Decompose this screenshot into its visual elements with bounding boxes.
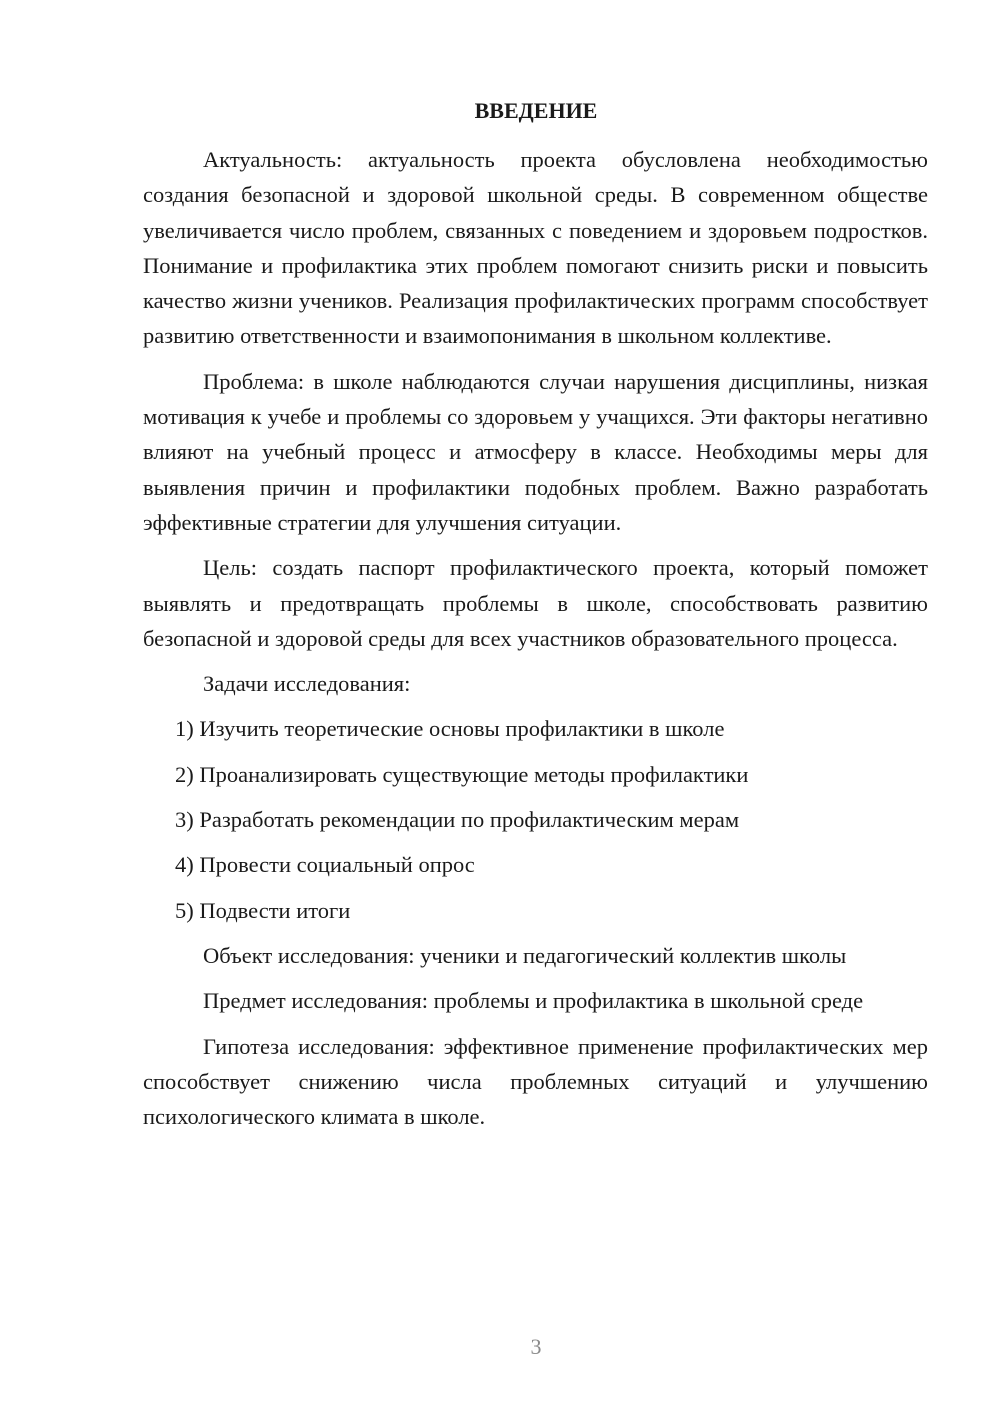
relevance-paragraph: Актуальность: актуальность проекта обусловлена необходимостью создания безопасной и здоровой школьной среды. В современном обществе увеличивается число проблем, связанных с поведением и здоровьем подростков. Понимание и профилактика этих проблем помогают снизить риски и повысить качество жизни учеников. Реализация профилактических программ способствует развитию ответственности и взаимопонимания в школьном коллективе. <box>143 147 928 349</box>
list-item: 1) Изучить теоретические основы профилактики в школе <box>175 716 725 742</box>
page-number: 3 <box>530 1334 542 1359</box>
list-item: 4) Провести социальный опрос <box>175 852 475 878</box>
goal-paragraph: Цель: создать паспорт профилактического проекта, который поможет выявлять и предотвращать проблемы в школе, способствовать развитию безопасной и здоровой среды для всех участников образовательного процесса. <box>143 555 928 651</box>
research-object-paragraph: Объект исследования: ученики и педагогический коллектив школы <box>203 942 847 968</box>
document-body <box>143 142 928 1144</box>
list-item: 5) Подвести итоги <box>175 897 351 923</box>
research-hypothesis-paragraph: Гипотеза исследования: эффективное применение профилактических мер способствует снижению числа проблемных ситуаций и улучшению психологического климата в школе. <box>143 1033 928 1130</box>
list-item: 2) Проанализировать существующие методы профилактики <box>175 761 749 787</box>
problem-paragraph: Проблема: в школе наблюдаются случаи нарушения дисциплины, низкая мотивация к учебе и проблемы со здоровьем у учащихся. Эти факторы негативно влияют на учебный процесс и атмосферу в классе. Необходимы меры для выявления причин и профилактики подобных проблем. Важно разработать эффективные стратегии для улучшения ситуации. <box>143 368 928 535</box>
tasks-list <box>143 711 928 927</box>
section-title: ВВЕДЕНИЕ <box>474 98 598 123</box>
tasks-heading: Задачи исследования: <box>203 671 411 697</box>
list-item: 3) Разработать рекомендации по профилактическим мерам <box>175 807 740 833</box>
research-subject-paragraph: Предмет исследования: проблемы и профилактика в школьной среде <box>203 988 864 1014</box>
